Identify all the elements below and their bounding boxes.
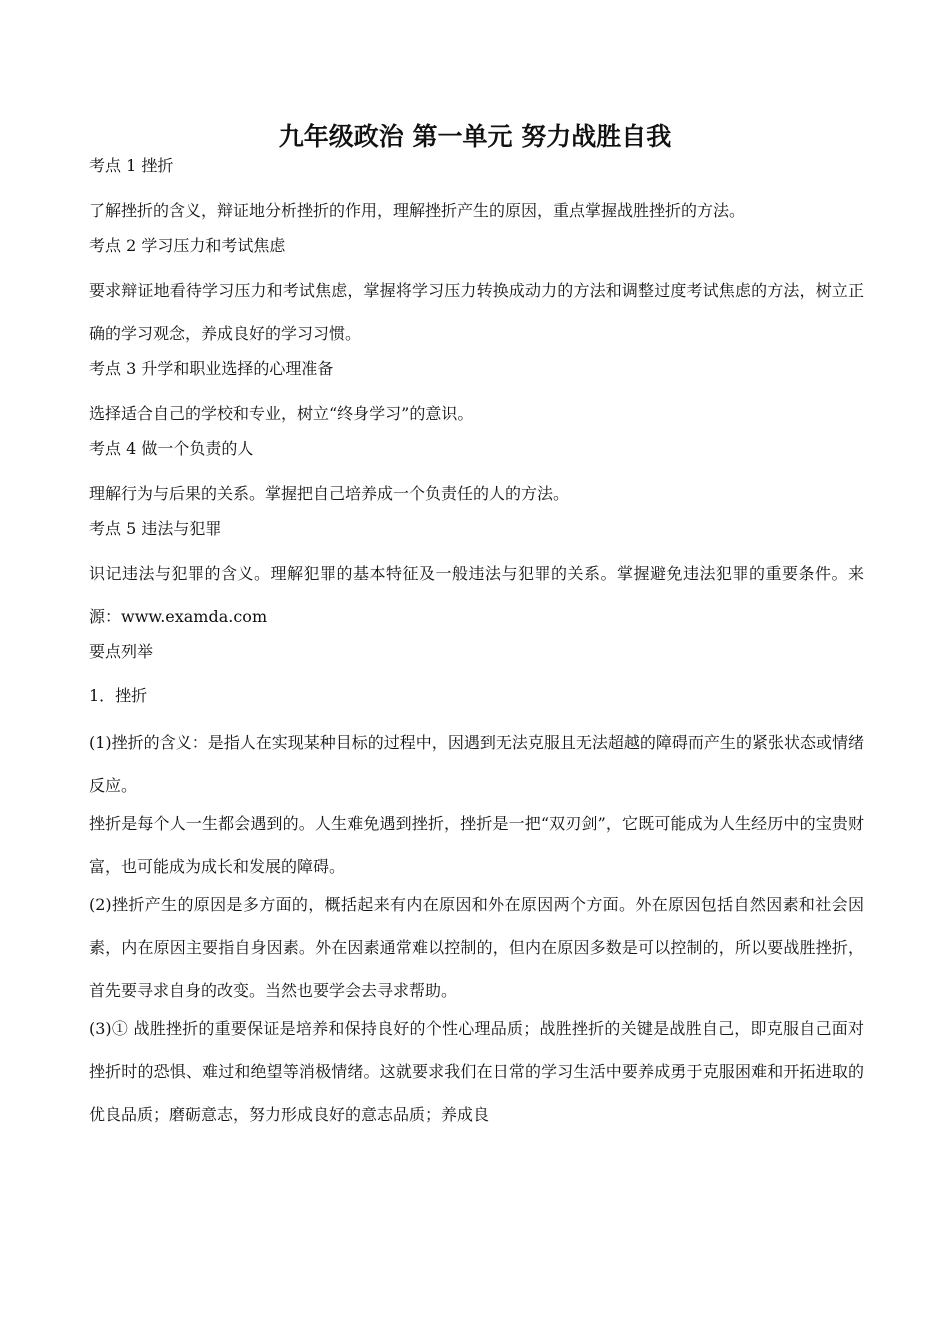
document-title: 九年级政治 第一单元 努力战胜自我 (278, 122, 672, 151)
document-body (89, 154, 864, 1138)
section-heading-kaodian-1: 考点 1 挫折 (89, 156, 174, 175)
paragraph-kaodian-4: 理解行为与后果的关系。掌握把自己培养成一个负责任的人的方法。 (89, 484, 570, 503)
section-heading-kaodian-2: 考点 2 学习压力和考试焦虑 (89, 236, 286, 255)
section-heading-kaodian-4: 考点 4 做一个负责的人 (89, 439, 254, 458)
paragraph-kaodian-2: 要求辩证地看待学习压力和考试焦虑，掌握将学习压力转换成动力的方法和调整过度考试焦虑的方法，树立正确的学习观念，养成良好的学习习惯。 (89, 281, 864, 343)
paragraph-overcoming: (3)① 战胜挫折的重要保证是培养和保持良好的个性心理品质；战胜挫折的关键是战胜自己，即克服自己面对挫折时的恐惧、难过和绝望等消极情绪。这就要求我们在日常的学习生活中要养成勇于克服困难和开拓进取的优良品质；磨砺意志，努力形成良好的意志品质；养成良 (89, 1019, 864, 1124)
paragraph-kaodian-3: 选择适合自己的学校和专业，树立“终身学习”的意识。 (89, 404, 474, 423)
paragraph-kaodian-5: 识记违法与犯罪的含义。理解犯罪的基本特征及一般违法与犯罪的关系。掌握避免违法犯罪的重要条件。来源：www.examda.com (89, 564, 864, 626)
section-heading-key-points: 要点列举 (89, 642, 154, 661)
paragraph-causes: (2)挫折产生的原因是多方面的，概括起来有内在原因和外在原因两个方面。外在原因包括自然因素和社会因素，内在原因主要指自身因素。外在因素通常难以控制的，但内在原因多数是可以控制的，所以要战胜挫折，首先要寻求自身的改变。当然也要学会去寻求帮助。 (89, 895, 864, 1000)
paragraph-double-edged: 挫折是每个人一生都会遇到的。人生难免遇到挫折，挫折是一把“双刃剑”，它既可能成为人生经历中的宝贵财富，也可能成为成长和发展的障碍。 (89, 814, 864, 876)
subheading-cuozhe: 1．挫折 (89, 686, 148, 705)
paragraph-kaodian-1: 了解挫折的含义，辩证地分析挫折的作用，理解挫折产生的原因，重点掌握战胜挫折的方法。 (89, 201, 746, 220)
paragraph-definition: (1)挫折的含义：是指人在实现某种目标的过程中，因遇到无法克服且无法超越的障碍而产生的紧张状态或情绪反应。 (89, 733, 864, 795)
section-heading-kaodian-5: 考点 5 违法与犯罪 (89, 519, 222, 538)
section-heading-kaodian-3: 考点 3 升学和职业选择的心理准备 (89, 359, 334, 378)
